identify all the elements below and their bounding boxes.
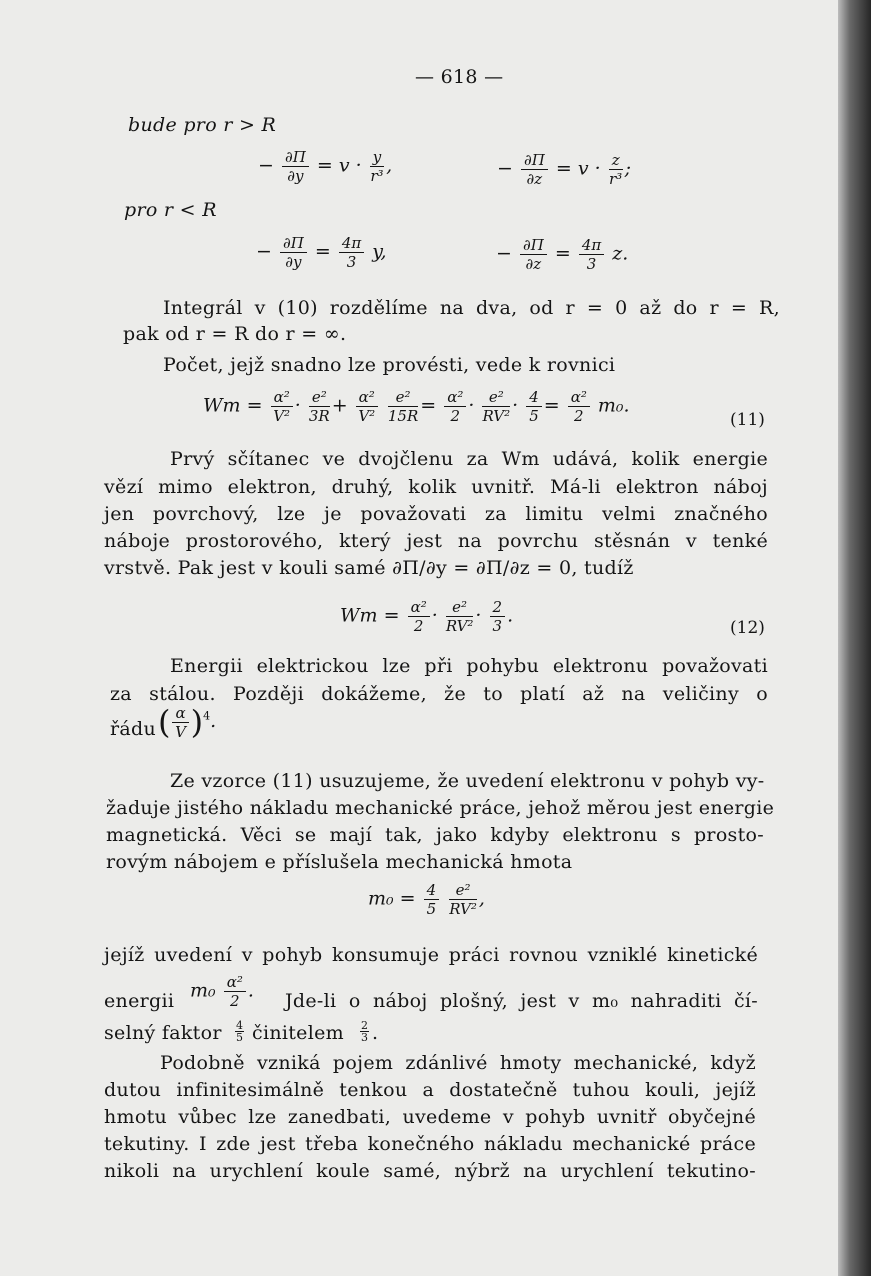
equation-order: ( $\frac{\alpha}{V}$ )$^4$.: [158, 703, 217, 741]
text-line: energii: [104, 990, 175, 1012]
text-line: Jde-li o náboj plošný, jest v m₀ nahraditi čí-: [285, 990, 758, 1012]
equation-outside-y: − $\frac{\partial\Pi}{\partial y}$ = v · $\frac{y}{\text{r³}}$ ,: [258, 148, 393, 185]
text-line: jen povrchový, lze je považovati za limitu velmi značného: [104, 503, 768, 525]
text-line: selný faktor: [104, 1022, 222, 1044]
equation-number: (11): [730, 410, 765, 430]
text-line: Prvý sčítanec ve dvojčlenu za Wm udává, kolik energie: [170, 448, 768, 470]
text-line: jejíž uvedení v pohyb konsumuje práci rovnou vzniklé kinetické: [104, 944, 758, 966]
text-line: dutou infinitesimálně tenkou a dostatečně tuhou kouli, jejíž: [104, 1079, 756, 1101]
period: .: [372, 1022, 379, 1044]
equation-mass: m₀ = $\frac{4}{5}$ $\frac{\text{e²}}{\text{RV²}}$ ,: [368, 881, 485, 918]
equation-number: (12): [730, 618, 765, 638]
text-line: pro r < R: [124, 199, 217, 221]
fraction-two-thirds: 2 3: [361, 1019, 368, 1044]
text-line: vrstvě. Pak jest v kouli samé ∂Π/∂y = ∂Π/∂z = 0, tudíž: [104, 557, 634, 579]
text-line: rovým nábojem e příslušela mechanická hmota: [106, 851, 573, 873]
text-line: Podobně vzniká pojem zdánlivé hmoty mechanické, když: [160, 1052, 756, 1074]
equation-energy: m₀ $\frac{\text{α²}}{2}$ .: [190, 973, 254, 1010]
text-line: Ze vzorce (11) usuzujeme, že uvedení elektronu v pohyb vy-: [170, 770, 765, 792]
text-line: Energii elektrickou lze při pohybu elektronu považovati: [170, 655, 768, 677]
text-line: tekutiny. I zde jest třeba konečného nákladu mechanické práce: [104, 1133, 756, 1155]
text-line: bude pro r > R: [128, 114, 277, 136]
page-number: — 618 —: [415, 66, 504, 88]
text-line: nikoli na urychlení koule samé, nýbrž na urychlení tekutino-: [104, 1160, 756, 1182]
text-line: žaduje jistého nákladu mechanické práce, jehož měrou jest energie: [106, 797, 775, 819]
text-line: vězí mimo elektron, druhý, kolik uvnitř. Má-li elektron náboj: [104, 476, 768, 498]
book-spine: [838, 0, 871, 1276]
text-line: činitelem: [252, 1022, 344, 1044]
text-line: magnetická. Věci se mají tak, jako kdyby elektronu s prosto-: [106, 824, 764, 846]
equation-inside-y: − $\frac{\partial\Pi}{\partial y}$ = $\frac{4\pi}{3}$ y,: [256, 234, 387, 271]
text-line: řádu: [110, 718, 157, 740]
text-line: náboje prostorového, který jest na povrchu stěsnán v tenké: [104, 530, 768, 552]
equation-outside-z: − $\frac{\partial\Pi}{\partial z}$ = v · $\frac{z}{\text{r³}}$ ;: [497, 151, 631, 188]
equation-11: Wm = $\frac{\text{α²}}{\text{V²}}$ · $\frac{\text{e²}}{3R}$ + $\frac{\text{α²}}{\text{V²}}$ $\frac{\text{e²}}{15R}$ = $\frac{\text{α²}}{2}$ · $\frac{\text{e²}}{\text{RV²}}$ · $\frac{4}{5}$ = $\frac{\text{α²}}{2}$ m₀.: [203, 388, 630, 425]
text-line: hmotu vůbec lze zanedbati, uvedeme v pohyb uvnitř obyčejné: [104, 1106, 756, 1128]
text-line: Integrál v (10) rozdělíme na dva, od r = 0 až do r = R,: [163, 297, 780, 319]
equation-inside-z: − $\frac{\partial\Pi}{\partial z}$ = $\frac{4\pi}{3}$ z.: [496, 236, 629, 273]
text-line: pak od r = R do r = ∞.: [123, 323, 347, 345]
text-line: za stálou. Později dokážeme, že to platí až na veličiny o: [110, 683, 768, 705]
equation-12: Wm = $\frac{\text{α²}}{2}$ · $\frac{\text{e²}}{\text{RV²}}$ · $\frac{2}{3}$ .: [340, 598, 514, 635]
text-line: Počet, jejž snadno lze provésti, vede k rovnici: [163, 354, 616, 376]
fraction-four-fifths: 4 5: [236, 1019, 243, 1044]
